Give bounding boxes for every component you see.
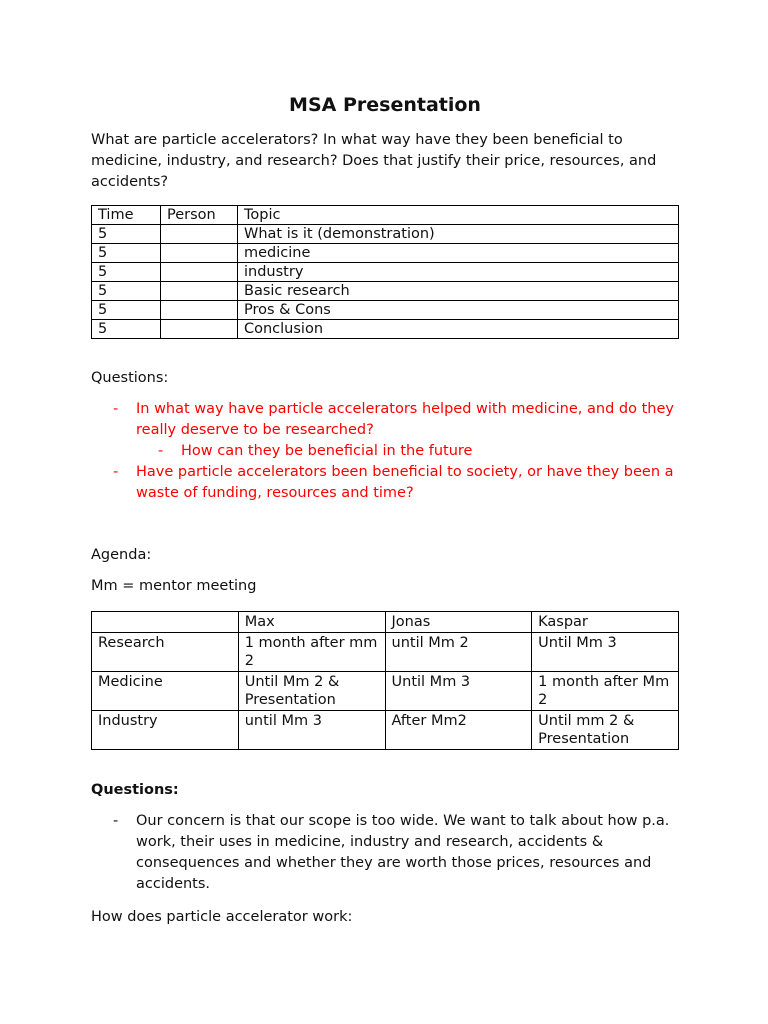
cell: After Mm2 — [385, 711, 532, 750]
person-cell — [161, 244, 238, 263]
header-cell: Person — [161, 206, 238, 225]
questions-list — [91, 399, 679, 504]
cell: Until Mm 2 & Presentation — [238, 672, 385, 711]
table-row — [92, 633, 679, 672]
time-cell: 5 — [92, 301, 161, 320]
table-row — [92, 320, 679, 339]
time-cell: 5 — [92, 225, 161, 244]
table-row — [92, 244, 679, 263]
cell: until Mm 2 — [385, 633, 532, 672]
cell: 1 month after mm 2 — [238, 633, 385, 672]
time-cell: 5 — [92, 282, 161, 301]
topic-cell: Pros & Cons — [238, 301, 679, 320]
cell: Until mm 2 & Presentation — [532, 711, 679, 750]
questions-label: Questions: — [91, 782, 179, 798]
question-text: In what way have particle accelerators helped with medicine, and do they really deserve to be researched? — [136, 401, 674, 438]
row-label-cell: Medicine — [92, 672, 239, 711]
time-cell: 5 — [92, 320, 161, 339]
cell: until Mm 3 — [238, 711, 385, 750]
page-title: MSA Presentation — [289, 94, 481, 116]
table-header-row — [92, 206, 679, 225]
person-cell — [161, 301, 238, 320]
header-cell: Topic — [238, 206, 679, 225]
questions-label: Questions: — [91, 370, 169, 386]
row-label-cell: Industry — [92, 711, 239, 750]
table-row — [92, 263, 679, 282]
topic-cell: Basic research — [238, 282, 679, 301]
header-cell: Jonas — [385, 612, 532, 633]
schedule-table — [91, 205, 679, 339]
cell: 1 month after Mm 2 — [532, 672, 679, 711]
header-cell — [92, 612, 239, 633]
person-cell — [161, 320, 238, 339]
table-row — [92, 282, 679, 301]
table-row — [92, 711, 679, 750]
person-cell — [161, 282, 238, 301]
topic-cell: What is it (demonstration) — [238, 225, 679, 244]
document-page — [91, 92, 679, 928]
header-cell: Time — [92, 206, 161, 225]
agenda-table — [91, 611, 679, 750]
time-cell: 5 — [92, 263, 161, 282]
time-cell: 5 — [92, 244, 161, 263]
table-row — [92, 225, 679, 244]
header-cell: Max — [238, 612, 385, 633]
person-cell — [161, 225, 238, 244]
list-item: - Our concern is that our scope is too wide. We want to talk about how p.a. work, their uses in medicine, industry and research, accidents & consequences and whether they are worth those prices, resources and accidents. — [91, 811, 679, 895]
table-row — [92, 301, 679, 320]
cell: Until Mm 3 — [385, 672, 532, 711]
list-item — [91, 399, 679, 462]
list-item: - Have particle accelerators been beneficial to society, or have they been a waste of funding, resources and time? — [91, 462, 679, 504]
topic-cell: industry — [238, 263, 679, 282]
person-cell — [161, 263, 238, 282]
intro-paragraph: What are particle accelerators? In what way have they been beneficial to medicine, industry, and research? Does that justify their price, resources, and accidents? — [91, 132, 657, 190]
agenda-label: Agenda: — [91, 547, 152, 563]
agenda-note: Mm = mentor meeting — [91, 578, 257, 594]
table-header-row — [92, 612, 679, 633]
list-item: - How can they be beneficial in the future — [136, 441, 679, 462]
topic-cell: medicine — [238, 244, 679, 263]
table-row — [92, 672, 679, 711]
row-label-cell: Research — [92, 633, 239, 672]
sub-list — [136, 441, 679, 462]
questions-list — [91, 811, 679, 895]
cell: Until Mm 3 — [532, 633, 679, 672]
closing-line: How does particle accelerator work: — [91, 909, 353, 925]
header-cell: Kaspar — [532, 612, 679, 633]
topic-cell: Conclusion — [238, 320, 679, 339]
